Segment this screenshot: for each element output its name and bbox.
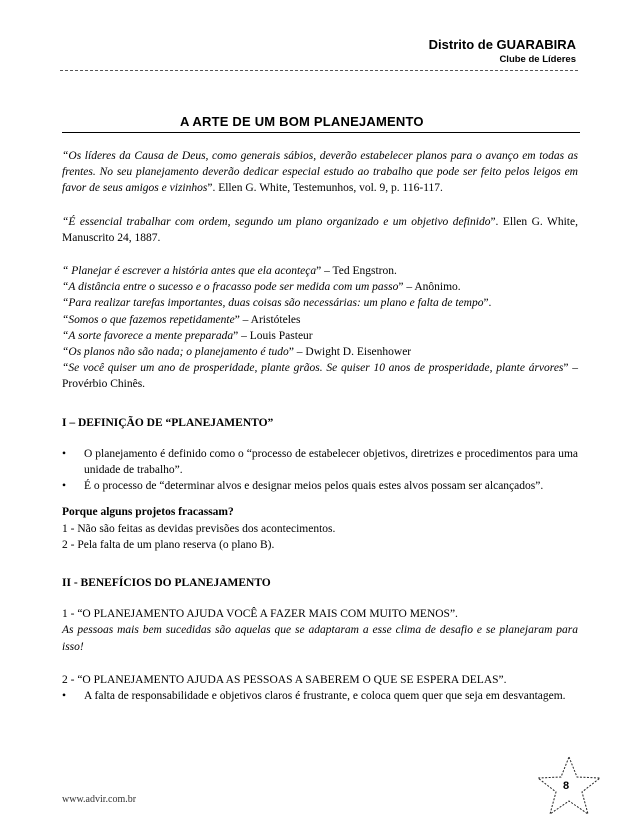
section-heading-definition: I – DEFINIÇÃO DE “PLANEJAMENTO” [62,416,274,429]
quote-source: ”. Ellen G. White, Testemunhos, vol. 9, p. 116-117. [207,182,443,195]
quote-source: ” – Anônimo. [398,281,461,294]
benefit-item-1-detail: As pessoas mais bem sucedidas são aquelas que se adaptaram a esse clima de desafio e se planejaram para isso! [62,624,578,653]
quote-source: ” – Dwight D. Eisenhower [288,346,412,359]
quote-text: “Os líderes da Causa de Deus, como generais sábios, deverão estabelecer planos para o avanço em todas as frentes. No seu planejamento deverão dedicar especial estudo ao trabalho que pode ser feito pelos leigos em favor de seus amigos e vizinhos [62,150,578,195]
quote-line [62,360,578,392]
answer-line: 2 - Pela falta de um plano reserva (o plano B). [62,538,275,551]
quote-text: “A distância entre o sucesso e o fracasso pode ser medida com um passo [62,281,399,294]
answer-line: 1 - Não são feitas as devidas previsões dos acontecimentos. [62,522,336,535]
bullet-text: É o processo de “determinar alvos e designar meios pelos quais estes alvos possam ser alcançados”. [84,480,544,493]
quote-source: ” – Aristóteles [234,313,301,326]
title-underline [62,112,580,133]
quote-line [62,279,578,295]
section-heading-benefits: II - BENEFÍCIOS DO PLANEJAMENTO [62,577,271,590]
quote-text: “Somos o que fazemos repetidamente [62,313,235,326]
quote-source: ” – Louis Pasteur [233,329,313,342]
quote-text: “ Planejar é escrever a história antes que ela aconteça [62,265,317,278]
quote-line [62,344,578,360]
list-item [62,688,578,704]
list-item [62,446,578,478]
quote-source: ” – Ted Engstron. [316,265,397,278]
quote-line [62,312,578,328]
quote-text: “É essencial trabalhar com ordem, segundo um plano organizado e um objetivo definido [62,215,491,228]
benefit-item-2: 2 - “O PLANEJAMENTO AJUDA AS PESSOAS A SABEREM O QUE SE ESPERA DELAS”. [62,673,507,686]
header-divider [60,70,578,71]
quote-ellen-white-1 [62,148,578,197]
quote-line [62,295,578,311]
bullet-icon: • [62,480,67,493]
document-body [62,148,578,704]
header-title: Distrito de GUARABIRA [428,37,576,52]
quote-source: ”. Ellen G. White, Manuscrito 24, 1887. [62,215,578,244]
quote-ellen-white-2 [62,214,578,246]
quote-text: “Os planos não são nada; o planejamento é tudo [62,346,289,359]
page-number: 8 [563,780,570,792]
bullet-icon: • [62,447,67,460]
footer-url: www.advir.com.br [62,794,137,805]
list-item [62,478,578,494]
quote-line [62,263,578,279]
quote-text: “Se você quiser um ano de prosperidade, plante grãos. Se quiser 10 anos de prosperidade, plante árvores [62,362,564,375]
quote-source: ”. [483,297,492,310]
bullet-text: O planejamento é definido como o “processo de estabelecer objetivos, diretrizes e procedimentos para uma unidade de trabalho”. [84,447,578,477]
quote-source: ” – Provérbio Chinês. [62,362,579,391]
bullet-icon: • [62,690,67,703]
bullet-text: A falta de responsabilidade e objetivos claros é frustrante, e coloca quem quer que seja em desvantagem. [84,690,566,703]
question-heading: Porque alguns projetos fracassam? [62,506,234,519]
quote-line [62,328,578,344]
quote-text: “A sorte favorece a mente preparada [62,329,234,342]
quote-text: “Para realizar tarefas importantes, duas coisas são necessárias: um plano e falta de tempo [62,297,484,310]
header-subtitle: Clube de Líderes [499,54,576,65]
page-title: A ARTE DE UM BOM PLANEJAMENTO [180,114,424,129]
benefit-item-1: 1 - “O PLANEJAMENTO AJUDA VOCÊ A FAZER MAIS COM MUITO MENOS”. [62,608,458,621]
